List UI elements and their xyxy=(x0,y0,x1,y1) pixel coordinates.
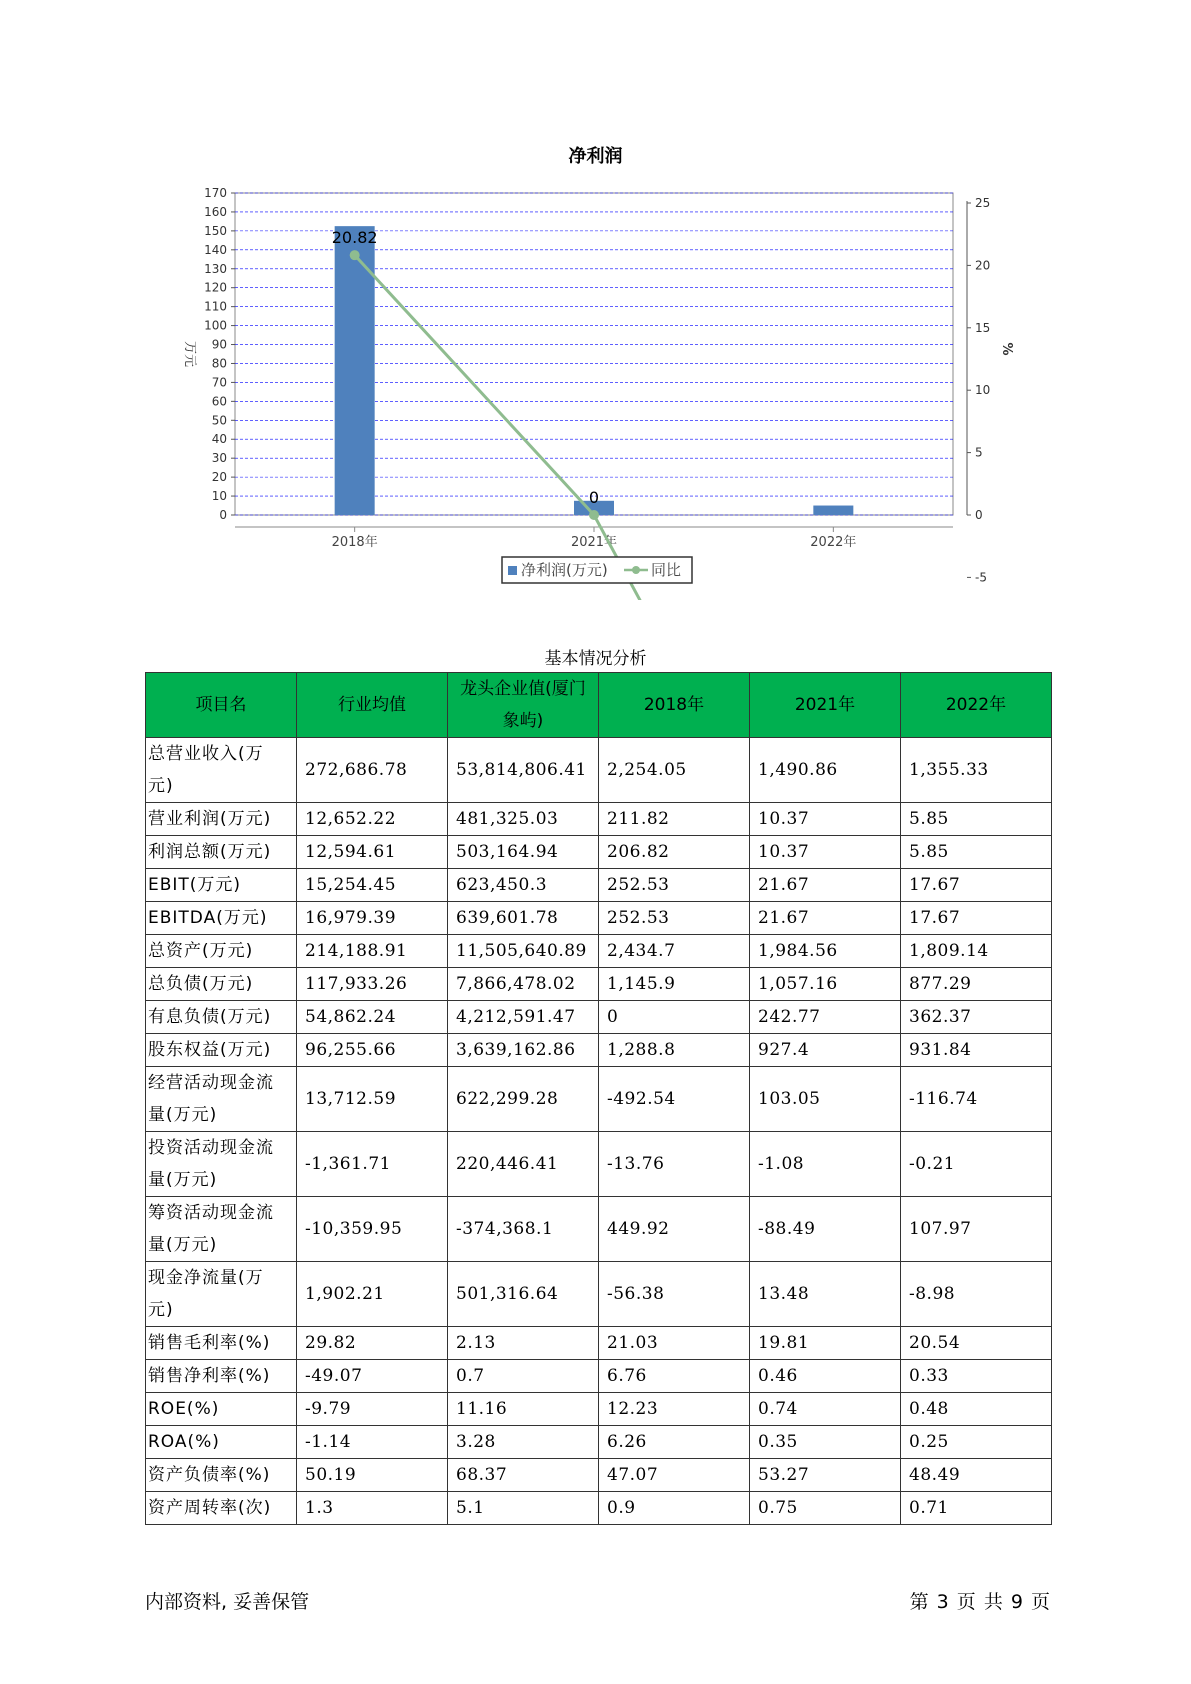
table-row xyxy=(146,1393,1052,1426)
table-cell: -1.08 xyxy=(750,1132,901,1197)
legend-bar-label: 净利润(万元) xyxy=(521,561,608,579)
chart-title: 净利润 xyxy=(568,146,623,167)
table-row xyxy=(146,1197,1052,1262)
table-cell: 13,712.59 xyxy=(297,1067,448,1132)
table-row xyxy=(146,1459,1052,1492)
y-tick-label: 150 xyxy=(204,223,227,238)
table-row xyxy=(146,803,1052,836)
table-cell: -10,359.95 xyxy=(297,1197,448,1262)
table-row xyxy=(146,1132,1052,1197)
row-label: 销售毛利率(%) xyxy=(146,1327,297,1360)
row-label: 资产周转率(次) xyxy=(146,1492,297,1525)
y-tick-label: 140 xyxy=(204,242,227,257)
row-label: 股东权益(万元) xyxy=(146,1034,297,1067)
table-cell: 11,505,640.89 xyxy=(448,935,599,968)
table-cell: 53.27 xyxy=(750,1459,901,1492)
bar-2022年 xyxy=(813,506,853,515)
table-cell: 1,809.14 xyxy=(901,935,1052,968)
table-row xyxy=(146,1426,1052,1459)
y2-tick-label: 0 xyxy=(975,508,983,522)
table-cell: -9.79 xyxy=(297,1393,448,1426)
table-cell: 21.67 xyxy=(750,869,901,902)
table-cell: 7,866,478.02 xyxy=(448,968,599,1001)
table-cell: -0.21 xyxy=(901,1132,1052,1197)
table-cell: 0.35 xyxy=(750,1426,901,1459)
table-cell: 0.9 xyxy=(599,1492,750,1525)
table-row xyxy=(146,836,1052,869)
table-cell: -13.76 xyxy=(599,1132,750,1197)
y2-tick-label: 15 xyxy=(975,320,991,335)
row-label: 营业利润(万元) xyxy=(146,803,297,836)
y2-tick-label: 5 xyxy=(975,445,983,460)
table-cell: -56.38 xyxy=(599,1262,750,1327)
row-label: 资产负债率(%) xyxy=(146,1459,297,1492)
y-tick-label: 80 xyxy=(211,356,227,371)
table-row xyxy=(146,902,1052,935)
table-cell: 0.71 xyxy=(901,1492,1052,1525)
table-row xyxy=(146,1492,1052,1525)
table-cell: -88.49 xyxy=(750,1197,901,1262)
table-cell: 96,255.66 xyxy=(297,1034,448,1067)
table-cell: 13.48 xyxy=(750,1262,901,1327)
table-cell: 103.05 xyxy=(750,1067,901,1132)
table-cell: 3.28 xyxy=(448,1426,599,1459)
table-cell: 2,254.05 xyxy=(599,738,750,803)
table-row xyxy=(146,1262,1052,1327)
row-label: 总营业收入(万元) xyxy=(146,738,297,803)
row-label: 筹资活动现金流量(万元) xyxy=(146,1197,297,1262)
table-cell: 272,686.78 xyxy=(297,738,448,803)
header-industry-avg: 行业均值 xyxy=(297,673,448,738)
table-cell: 214,188.91 xyxy=(297,935,448,968)
row-label: EBIT(万元) xyxy=(146,869,297,902)
y2-tick-label: 20 xyxy=(975,258,991,273)
y-tick-label: 10 xyxy=(211,489,227,504)
table-row xyxy=(146,968,1052,1001)
table-cell: 622,299.28 xyxy=(448,1067,599,1132)
row-label: 总资产(万元) xyxy=(146,935,297,968)
table-cell: 211.82 xyxy=(599,803,750,836)
table-cell: 12.23 xyxy=(599,1393,750,1426)
table-cell: -8.98 xyxy=(901,1262,1052,1327)
table-cell: 252.53 xyxy=(599,902,750,935)
row-label: 销售净利率(%) xyxy=(146,1360,297,1393)
row-label: ROE(%) xyxy=(146,1393,297,1426)
table-cell: 10.37 xyxy=(750,803,901,836)
table-cell: 0.33 xyxy=(901,1360,1052,1393)
table-cell: 5.85 xyxy=(901,803,1052,836)
table-cell: 927.4 xyxy=(750,1034,901,1067)
table-cell: 21.03 xyxy=(599,1327,750,1360)
table-cell: -492.54 xyxy=(599,1067,750,1132)
table-cell: 2,434.7 xyxy=(599,935,750,968)
table-cell: 29.82 xyxy=(297,1327,448,1360)
y-tick-label: 170 xyxy=(204,186,227,200)
table-cell: 449.92 xyxy=(599,1197,750,1262)
row-label: 现金净流量(万元) xyxy=(146,1262,297,1327)
table-cell: 1,145.9 xyxy=(599,968,750,1001)
table-cell: 6.26 xyxy=(599,1426,750,1459)
yoy-point xyxy=(589,510,599,520)
legend-bar-swatch xyxy=(508,566,517,575)
table-cell: 0.74 xyxy=(750,1393,901,1426)
table-cell: 0.25 xyxy=(901,1426,1052,1459)
table-cell: 50.19 xyxy=(297,1459,448,1492)
table-cell: 47.07 xyxy=(599,1459,750,1492)
y-tick-label: 60 xyxy=(211,394,227,409)
table-cell: 5.85 xyxy=(901,836,1052,869)
table-cell: 17.67 xyxy=(901,902,1052,935)
table-cell: 623,450.3 xyxy=(448,869,599,902)
table-cell: 931.84 xyxy=(901,1034,1052,1067)
table-cell: 4,212,591.47 xyxy=(448,1001,599,1034)
table-cell: 242.77 xyxy=(750,1001,901,1034)
row-label: EBITDA(万元) xyxy=(146,902,297,935)
table-cell: 21.67 xyxy=(750,902,901,935)
table-cell: -374,368.1 xyxy=(448,1197,599,1262)
yoy-data-label: 20.82 xyxy=(331,228,378,248)
table-cell: 0.7 xyxy=(448,1360,599,1393)
table-cell: 54,862.24 xyxy=(297,1001,448,1034)
header-leader-value: 龙头企业值(厦门象屿) xyxy=(448,673,599,738)
yoy-point xyxy=(350,250,360,260)
y2-axis-title: % xyxy=(999,342,1014,356)
y-tick-label: 30 xyxy=(211,451,227,466)
y-tick-label: 160 xyxy=(204,204,227,219)
table-row xyxy=(146,1001,1052,1034)
table-cell: -49.07 xyxy=(297,1360,448,1393)
table-cell: 0.46 xyxy=(750,1360,901,1393)
table-cell: 1,288.8 xyxy=(599,1034,750,1067)
row-label: ROA(%) xyxy=(146,1426,297,1459)
header-2021: 2021年 xyxy=(750,673,901,738)
table-cell: -1.14 xyxy=(297,1426,448,1459)
y-tick-label: 130 xyxy=(204,261,227,276)
table-row xyxy=(146,1327,1052,1360)
table-row xyxy=(146,869,1052,902)
table-cell: 48.49 xyxy=(901,1459,1052,1492)
row-label: 有息负债(万元) xyxy=(146,1001,297,1034)
row-label: 经营活动现金流量(万元) xyxy=(146,1067,297,1132)
row-label: 总负债(万元) xyxy=(146,968,297,1001)
y-axis-title: 万元 xyxy=(182,340,197,368)
y2-tick-label: 25 xyxy=(975,196,991,210)
table-cell: 877.29 xyxy=(901,968,1052,1001)
table-cell: 12,652.22 xyxy=(297,803,448,836)
footer-page-number: 第 3 页 共 9 页 xyxy=(909,1591,1051,1613)
table-row xyxy=(146,738,1052,803)
table-cell: 1,355.33 xyxy=(901,738,1052,803)
table-cell: 117,933.26 xyxy=(297,968,448,1001)
y-tick-label: 90 xyxy=(211,337,227,352)
table-cell: -116.74 xyxy=(901,1067,1052,1132)
table-cell: 1,057.16 xyxy=(750,968,901,1001)
x-tick-label: 2021年 xyxy=(570,535,618,550)
row-label: 利润总额(万元) xyxy=(146,836,297,869)
table-cell: 3,639,162.86 xyxy=(448,1034,599,1067)
table-cell: 220,446.41 xyxy=(448,1132,599,1197)
table-cell: 639,601.78 xyxy=(448,902,599,935)
footer-confidential-note: 内部资料, 妥善保管 xyxy=(145,1591,310,1613)
basic-analysis-table xyxy=(145,672,1052,1525)
table-cell: 19.81 xyxy=(750,1327,901,1360)
table-cell: 2.13 xyxy=(448,1327,599,1360)
table-cell: 501,316.64 xyxy=(448,1262,599,1327)
table-cell: 1,984.56 xyxy=(750,935,901,968)
table-cell: -1,361.71 xyxy=(297,1132,448,1197)
y2-tick-label: 10 xyxy=(975,383,991,398)
table-row xyxy=(146,1067,1052,1132)
table-cell: 206.82 xyxy=(599,836,750,869)
table-cell: 0.75 xyxy=(750,1492,901,1525)
header-2022: 2022年 xyxy=(901,673,1052,738)
table-cell: 6.76 xyxy=(599,1360,750,1393)
legend-line-marker xyxy=(632,566,640,574)
table-cell: 1.3 xyxy=(297,1492,448,1525)
table-cell: 12,594.61 xyxy=(297,836,448,869)
table-cell: 0 xyxy=(599,1001,750,1034)
y-tick-label: 0 xyxy=(219,508,227,522)
y-tick-label: 100 xyxy=(204,318,227,333)
table-row xyxy=(146,1034,1052,1067)
y-tick-label: 120 xyxy=(204,280,227,295)
table-cell: 481,325.03 xyxy=(448,803,599,836)
table-cell: 20.54 xyxy=(901,1327,1052,1360)
table-cell: 16,979.39 xyxy=(297,902,448,935)
table-cell: 107.97 xyxy=(901,1197,1052,1262)
table-header-row xyxy=(146,673,1052,738)
table-cell: 68.37 xyxy=(448,1459,599,1492)
y-tick-label: 50 xyxy=(211,413,227,428)
y-tick-label: 110 xyxy=(204,299,227,314)
table-cell: 503,164.94 xyxy=(448,836,599,869)
table-cell: 11.16 xyxy=(448,1393,599,1426)
y-tick-label: 20 xyxy=(211,470,227,485)
table-cell: 0.48 xyxy=(901,1393,1052,1426)
table-cell: 1,490.86 xyxy=(750,738,901,803)
x-tick-label: 2022年 xyxy=(810,535,857,550)
table-cell: 15,254.45 xyxy=(297,869,448,902)
table-cell: 1,902.21 xyxy=(297,1262,448,1327)
table-cell: 5.1 xyxy=(448,1492,599,1525)
legend-line-label: 同比 xyxy=(651,561,682,579)
y2-tick-label: -5 xyxy=(975,570,987,585)
net-profit-chart xyxy=(0,0,1191,600)
table-cell: 362.37 xyxy=(901,1001,1052,1034)
y-tick-label: 70 xyxy=(211,375,227,390)
table-row xyxy=(146,935,1052,968)
row-label: 投资活动现金流量(万元) xyxy=(146,1132,297,1197)
table-cell: 10.37 xyxy=(750,836,901,869)
table-cell: 252.53 xyxy=(599,869,750,902)
x-tick-label: 2018年 xyxy=(331,535,378,550)
y-tick-label: 40 xyxy=(211,432,227,447)
table-row xyxy=(146,1360,1052,1393)
table-cell: 17.67 xyxy=(901,869,1052,902)
header-item-name: 项目名 xyxy=(146,673,297,738)
table-caption: 基本情况分析 xyxy=(544,649,647,669)
header-2018: 2018年 xyxy=(599,673,750,738)
yoy-data-label: 0 xyxy=(588,488,600,507)
table-cell: 53,814,806.41 xyxy=(448,738,599,803)
